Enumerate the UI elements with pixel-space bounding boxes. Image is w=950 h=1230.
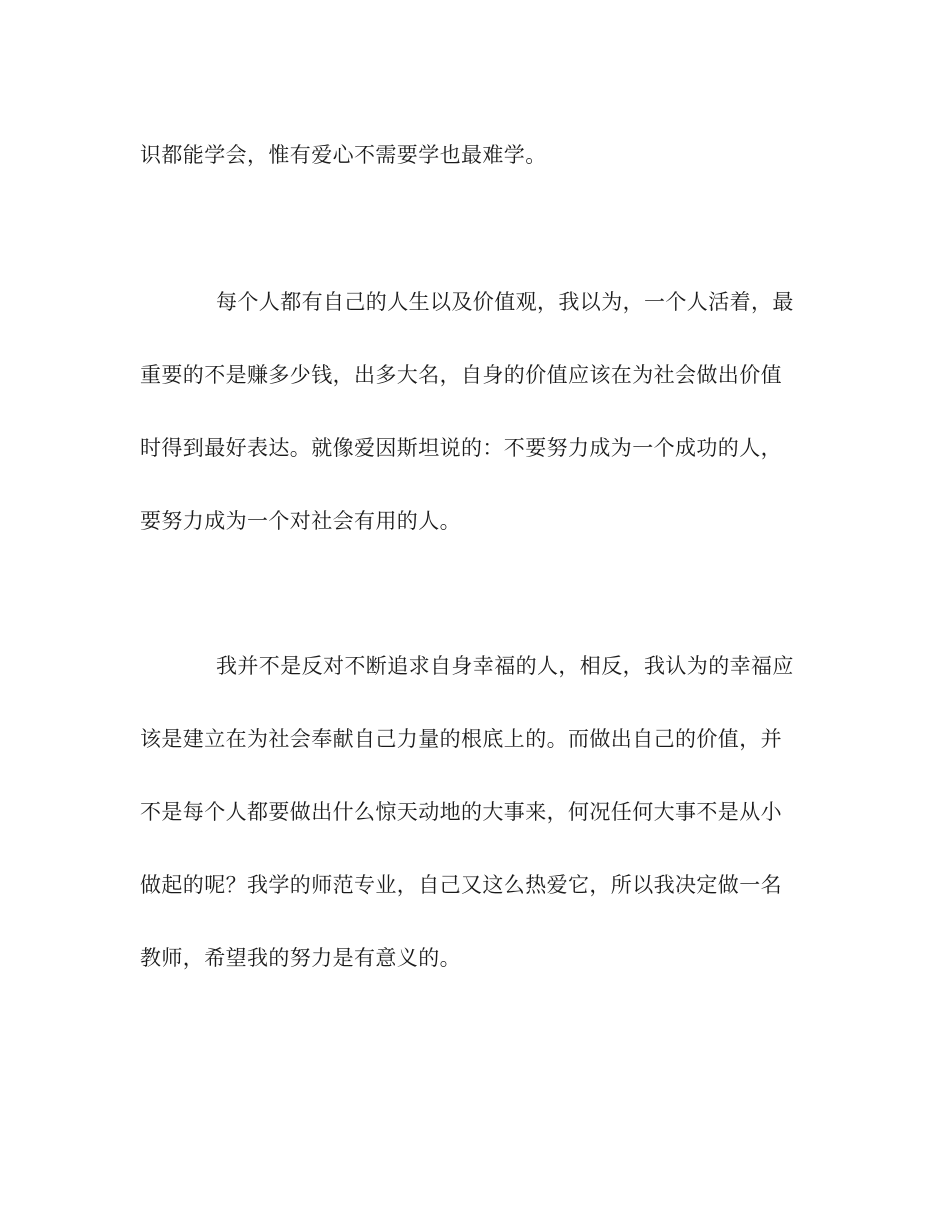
text-line: 教师，希望我的努力是有意义的。	[140, 946, 461, 970]
text-line: 要努力成为一个对社会有用的人。	[140, 509, 461, 533]
text-line: 我并不是反对不断追求自身幸福的人，相反，我认为的幸福应	[216, 654, 794, 678]
text-line: 识都能学会，惟有爱心不需要学也最难学。	[140, 143, 547, 167]
text-line: 重要的不是赚多少钱，出多大名，自身的价值应该在为社会做出价值	[140, 363, 782, 387]
text-line: 做起的呢？我学的师范专业，自己又这么热爱它，所以我决定做一名	[140, 873, 782, 897]
text-line: 不是每个人都要做出什么惊天动地的大事来，何况任何大事不是从小	[140, 800, 782, 824]
text-line: 时得到最好表达。就像爱因斯坦说的：不要努力成为一个成功的人，	[140, 436, 782, 460]
text-line: 每个人都有自己的人生以及价值观，我以为，一个人活着，最	[216, 290, 794, 314]
text-line: 该是建立在为社会奉献自己力量的根底上的。而做出自己的价值，并	[140, 727, 782, 751]
